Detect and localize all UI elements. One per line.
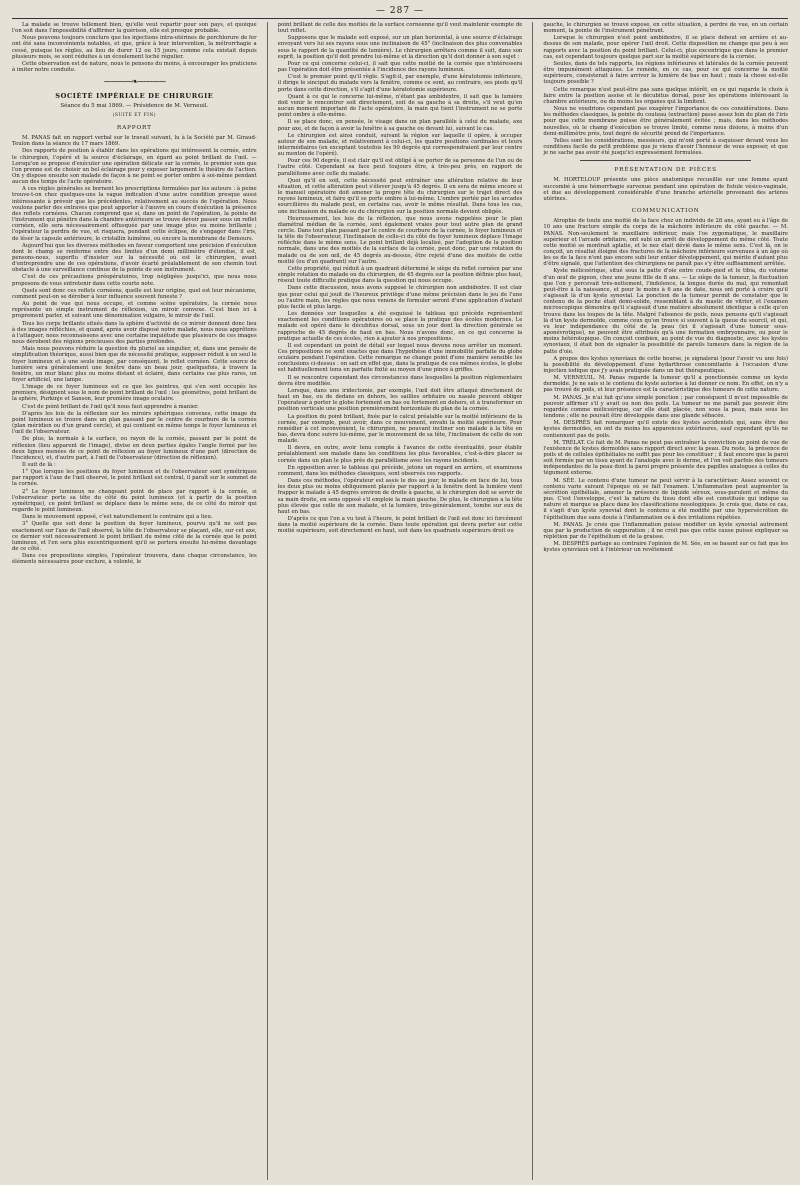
seance-line: Séance du 5 mai 1869. — Présidence de M. Verneuil. [60, 102, 209, 109]
paragraph: Cette observation est de nature, nous le pensons du moins, à encourager les praticiens à imiter notre conduite. [12, 60, 257, 74]
rapport-heading: RAPPORT [116, 124, 152, 131]
paragraph: Des rapports de position à établir dans les opérations qui intéressent la cornée, entre le chirurgien, l'opéré et la source d'éclairage, en égard au point brillant de l'œil. — Lorsqu'on se propose d'exécuter une opération délicate sur la cornée, le premier soin que l'on prenne est de choisir un bel éclairage pour y exposer largement le théâtre de l'action. On y dispose ensuite son malade de façon à ne point se porter ombre à soi-même pendant aucun des temps de l'acte opératoire. [12, 148, 257, 186]
paragraph: En opposition avec le tableau qui précède, jetons un regard en arrière, et examinons comment, dans les méthodes classiques, sont observés ces rapports. [277, 464, 523, 477]
paragraph: L'image de ce foyer lumineux est ce que les peintres, qui s'en sont occupés les premiers, désignent sous le nom de point brillant de l'œil ; les géomètres, point brillant de la sphère, Purkinje et Sanson, leur première image oculaire. [12, 384, 257, 403]
paragraph: Nous ne voudrions cependant pas exagérer l'importance de ces considérations. Dans les méthodes classiques, la pointe du couteau (extraction) passe assez loin du plan de l'iris pour que cette membrane puisse être généralement évitée ; mais, dans les méthodes nouvelles, où le champ d'exécution se trouve limité, comme nous disions, à moins d'un demi-millimètre près, tout degré de sécurité prend de l'importance. [543, 106, 789, 137]
paragraph: gauche, le chirurgien se trouvé exposé, en cette situation, à perdre de vue, en un certain moment, la pointe de l'instrument pénétrant. [543, 22, 789, 35]
paragraph: Heureusement, les lois de la réflexion, que nous avons rappelées pour le plan diamétral médian de la cornée, sont également vraies pour tout autre plan de grand cercle. Dans tout plan passant par le centre de courbure de la cornée, le foyer lumineux et la tête de l'observateur, l'inclinaison de celle-ci du côté du foyer lumineux déplace l'image réfléchie dans le même sens. Le point brillant déjà localisé, par l'adoption de la position normale, dans une des moitiés de la surface de la cornée, peut donc, par une rotation du malade ou de son œil, de 45 degrés au-dessus, être rejeté d'une des moitiés de cette moitié (ou d'un quadrant) sur l'autre. [277, 215, 523, 265]
top-rule [12, 18, 788, 19]
paragraph: Quant à ce qui le concerne lui-même, n'étant pas ambidextre, il sait que la lumière doit venir le rencontrer soit directement, soit de sa gauche à sa droite, s'il veut qu'en aucun moment important de l'acte opératoire, la main qui tient l'instrument ne se porte point ombre à elle-même. [277, 93, 523, 119]
paragraph: Cette remarque n'est peut-être pas sans quelque intérêt, en ce qui regarde le choix à faire entre la position assise et le décubitus dorsal, pour les opérations intéressant la chambre antérieure, ou du moins les organes qui la limitent. [543, 86, 789, 105]
paragraph: A ces règles générales se bornent les prescriptions formulées par les auteurs : à peine trouve-t-on chez quelques-uns la vague indication d'une autre condition presque aussi intéressante à prévoir que les précédentes, relativement au succès de l'opération. Nous voulons parler des entraves que peut apporter à l'œuvre en cours d'exécution la présence des reflets cornéens. Chacun comprend que si, dans un point de l'opération, la pointe de l'instrument qui pénètre dans la chambre antérieure se trouve devoir passer sous un reflet cornéen, elle sera nécessairement offusquée par une image plus ou moins brillante ; l'opérateur la perdra de vue, et risquera, pendant cette éclipse, de s'engager dans l'iris, de léser la capsule antérieure, le cristallin luimême, ou encore la membrane de Demours. [12, 186, 257, 242]
paragraph: Quoi qu'il en soit, cette nécessité peut entraîner une altération relative de leur situation, et cette altération peut s'élever jusqu'à 45 degrés. Il en sera de même encore si le manuel opératoire doit amener la propre tête du chirurgien sur le trajet direct des rayons lumineux, et faire qu'il se porte ombre à lui-même. L'ombre portée par les arcades sourcilières du malade peut, en certains cas, avoir le même résultat. Dans tous les cas, une inclinaison du malade ou du chirurgien sur la position normale devient obligée. [277, 177, 523, 215]
paragraph: De plus, la normale à la surface, ou rayon de la cornée, passant par le point de réflexion (lieu apparent de l'image), divise en deux parties égales l'angle formé par les deux lignes menées de ce point de réflexion au foyer lumineux d'une part (direction de l'incidence), et, d'autre part, à l'œil de l'observateur (direction de réflexion). [12, 436, 257, 461]
paragraph: 1° Que lorsque les positions du foyer lumineux et de l'observateur sont symétriques par rapport à l'axe de l'œil observé, le point brillant est central, il paraît sur le sommet de la cornée. [12, 469, 257, 488]
paragraph: point brillant de celle des moitiés de la surface cornéenne qu'il veut maintenir exempte de tout reflet. [277, 22, 523, 35]
paragraph: La malade se trouve tellement bien, qu'elle veut repartir pour son pays, et quoique l'on soit dans l'impossibilité d'affirmer la guérison, elle est presque probable. [12, 22, 257, 35]
column-divider [532, 22, 533, 1180]
column-2 [278, 22, 523, 1180]
section-rule [580, 160, 751, 161]
page-number: — 287 — [376, 6, 424, 16]
paragraph: Quels sont donc ces reflets cornéens, quelle est leur origine, quel est leur mécanisme, comment peut-on se dérober à leur influence souvent funeste ? [12, 287, 257, 300]
paragraph: Tous les corps brillants situés dans la sphère d'activité de ce miroir donnent donc lieu à des images réfléchies, et quand, après avoir disposé notre malade, nous nous apprêtons à l'attaquer, nous reconnaissons avec une certaine inquiétude que plusieurs de ces images nous dérobent des régions précieuses des parties profondes. [12, 320, 257, 346]
paragraph: Il se place donc, en pensée, le visage dans un plan parallèle à celui du malade, axe pour axe, et de façon à avoir la fenêtre à sa gauche ou devant lui, suivant le cas. [277, 119, 523, 132]
paragraph: 3° Quelle que soit donc la position du foyer lumineux, pourvu qu'il ne soit pas exactement sur l'axe de l'œil observé, la tête de l'observateur se plaçant, elle, sur cet axe, ce dernier voit nécessairement le point brillant du même côté de la cornée que le point lumineux, et l'en sera plus excentriquement qu'il se portera ensuite lui-même davantage de ce côté. [12, 521, 257, 553]
paragraph: Telles sont les considérations, messieurs, qui m'ont porté à esquisser devant vous les conditions facile du petit problème que je viens d'avoir l'honneur de vous exposer, et que je ne sache pas avoir été jusqu'ici expressément formulées. [543, 137, 789, 157]
paragraph: D'après ce que l'on a vu tout à l'heure, le point brillant de l'œil est donc ici forcément dans la moitié supérieure de la cornée. Dans toute opération qui devra porter sur cette moitié supérieure, soit directement en haut, soit dans les quadrants supérieurs droit ou [277, 516, 523, 535]
paragraph: Pour ce qui concerne celui-ci, il sait que cette moitié de la cornée que n'intéressera pas l'opération doit être présentée à l'incidence des rayons lumineux. [277, 60, 523, 74]
paragraph: Mais nous pouvons réduire la question du pluriel au singulier, et, dans une pensée de simplification théorique, aussi bien que de nécessité pratique, supposer réduit à un seul le foyer lumineux et à une seule image, par conséquent, le reflet cornéen. Cette source de lumière sera généralement une fenêtre dans un beau jour, quelquefois, à travers la fenêtre, un mur blanc plus ou moins distant et éclairé, dans certains cas plus rares, un foyer artificiel, une lampe. [12, 346, 257, 383]
column-1 [12, 22, 257, 1180]
paragraph: La position du point brillant, fixée par le calcul préalable sur la moitié inférieure de la cornée, par exemple, peut avoir, dans ce mouvement, envahi la moitié supérieure. Pour remédier à cet inconvénient, le chirurgien, ne pouvant incliner son malade à la tête en bas, devra donc suivre lui-même, par le mouvement de sa tête, l'inclinaison de celle de son malade. [277, 413, 523, 445]
paragraph: M. HORTELOUP présente une pièce anatomique recueillie sur une femme ayant succombé à une hémorrhagie survenue pendant une opération de fistule vésico-vaginale, et due au développement considérable d'une branche artérielle provenant des artères utérines. [543, 177, 789, 202]
paragraph: M. TRÉLAT. Ce fait de M. Panas ne peut pas entraîner la conviction au point de vue de l'existence de kystes dermoïdes sans rapport direct avec la peau. Du reste, la présence de poils et de cellules épithéliales ne suffit pas pour les constituer ; il faut encore que la paroi soit formée par un tissu ayant de l'analogie avec le derme, et l'on voit parfois des tumeurs indépendantes de la peau dont la paroi propre présente des papilles analogues à celles du tégument externe. [543, 439, 789, 477]
column-divider [267, 22, 268, 1180]
ornament-divider: ⁓⁓⁓⁓❧⁓⁓⁓⁓ [103, 77, 166, 87]
society-title: SOCIÉTÉ IMPÉRIALE DE CHIRURGIE [55, 92, 214, 101]
paragraph: Au point de vue qui nous occupe, et comme scène opératoire, la cornée nous représente un simple instrument de réflexion, un miroir convexe. C'est bien ici à proprement parler, et suivant une dénomination vulgaire, le miroir de l'œil. [12, 301, 257, 320]
paragraph: M. SÉE. Le contenu d'une tumeur ne peut servir à la caractériser. Assez souvent ce contenu varie suivant l'époque où se fait l'examen. L'inflammation peut augmenter la sécrétion épithéliale, amener la présence de liquide séreux, sous-purulent et même du pus. C'est l'enveloppe, c'est la nature du tissu dont elle est constituée qui indique sa nature et marque sa place dans les classifications nosologiques. Je crois que, dans ce cas, il s'agit d'un kyste synovial dont le contenu a été modifié par une hypersécrétion de l'épithélium due sans doute à l'inflammation ou à des irritations répétées. [543, 477, 789, 521]
paragraph: Dans le mouvement opposé, c'est naturellement le contraire qui a lieu. [22, 514, 213, 521]
paragraph: Dans cette discussion, nous avons supposé le chirurgien non ambidextre. Il est clair que pour celui qui jouit de l'heureux privilège d'une même précision dans le jeu de l'une ou l'autre main, les règles que nous venons de formuler seront d'une application d'autant plus facile et plus large. [277, 285, 523, 310]
communication-heading: COMMUNICATION [631, 208, 700, 215]
paragraph: M. DESPRÉS partage au contraire l'opinion de M. Sée, en se basant sur ce fait que les kystes synoviaux ont à l'intérieur un revêtement [543, 541, 789, 554]
paragraph: Aujourd'hui que les diverses méthodes en faveur comportent une précision d'exécution dont le champ se renferme entre des limites d'un demi millimètre d'étendue, il est, pensons-nous, superflu d'insister sur la nécessité où est le chirurgien, avant d'entreprendre une de ces opérations, d'avoir écarté préalablement de son chemin tout obstacle à une surveillance continue de la pointe de son instrument. [12, 242, 257, 274]
paragraph: Il suit de là : [22, 462, 56, 468]
paragraph: C'est de ces précautions préopératoires, trop négligées jusqu'ici, que nous nous proposons de vous entretenir dans cette courte note. [12, 274, 257, 287]
paragraph: Il est cependant un point de détail sur lequel nous devons nous arrêter un moment. Ces propositions ne sont exactes que dans l'hypothèse d'une immobilité parfaite du globe oculaire pendant l'opération. Cette remarque ne change point d'une manière sensible les conclusions ci-dessus : on sait en effet que, dans la pratique de ces mêmes écoles, le globe est habituellement tenu en parfaite fixité au moyen d'une pince à griffes. [277, 342, 523, 374]
paragraph: M. PANAS. Je n'ai fait qu'une simple ponction ; par conséquent il m'est impossible de pouvoir affirmer s'il y avait ou non des poils. La tumeur ne me paraît pas pouvoir être regardée comme méliceérique, car elle était placée, non sous la peau, mais sous les tendons ; elle ne pouvait être développée dans une glande sébacée. [543, 394, 789, 420]
paragraph: Atrophie de toute une moitié de la face chez un individu de 28 ans, ayant eu à l'âge de 10 ans une fracture simple du corps de la mâchoire inférieure du côté gauche. — M. PANAS. Non-seulement le maxillaire inférieur, mais l'os zygomatique, le maxillaire supérieur et l'arcade orbitaire, ont subi un arrêt de développement du même côté. Toute cette moitié se montrait aplatie, et le nez était dévié dans le même sens. C'est là, on le conçoit, un résultat éloigné des fractures de la mâchoire inférieure survenues à un âge où les os de la face n'ont pas encore subi leur entier développement, qui mérite d'autant plus d'être signalé, que l'attention des chirurgiens ne paraît pas s'y être suffisamment arrêtée. [543, 218, 789, 268]
columns [12, 22, 788, 1180]
column-3 [543, 22, 788, 1180]
paragraph: Nous pouvons toujours conclure que les injections intra-utérines de perchlorure de fer ont été sans inconvénients notables, et que, grâce à leur intervention, la métrorrhagie a cessé, puisque les règles, au lieu de durer 12 ou 15 jours, comme cela existait depuis plusieurs mois, se sont réduites à un écoulement loché régulier. [12, 35, 257, 60]
presentation-heading: PRÉSENTATION DE PIÈCES [614, 167, 717, 174]
paragraph: 2° Le foyer lumineux ne changeant point de place par rapport à la cornée, si l'observateur porte sa tête du côté du point lumineux (et à partir de la position symétrique), ce point brillant se déplace dans le même sens, de ce côté du miroir qui regarde le point lumineux. [12, 488, 257, 514]
suite-note: (SUITE ET FIN) [112, 112, 157, 118]
paragraph: Les données sur lesquelles a été esquissé le tableau qui précède représentent exactement les conditions opératoires où se place la pratique des écoles modernes. Le malade est opéré dans le décubitus dorsal, sous un jour dont la direction générale se rapproche de 45 degrés de haut en bas. Nous n'avons donc, en ce qui concerne la pratique actuelle de ces écoles, rien à ajouter à nos propositions. [277, 311, 523, 342]
paragraph: M. PANAS fait un rapport verbal sur le travail suivant, lu à la Société par M. Giraud-Teulon dans la séance du 17 mars 1869. [12, 135, 257, 148]
paragraph: C'est de point brillant de l'œil qu'il nous faut apprendre à manier. [22, 403, 199, 410]
paragraph: Kyste méliceérique, situé sous la patte d'oie entre coude-pied et le tibia, du volume d'un œuf de pigeon, chez une jeune fille de 8 ans. — Le siège de la tumeur, la fluctuation que l'on y percevait très-nettement, l'indolence, la longue durée du mal, qui remontait peut-être à la naissance, et pour le moins à 6 ans de date, nous ont porté à croire qu'il s'agissait là d'un kyste synovial. La ponction de la tumeur permit de constater que le contenu de la poche était demi-solide, ressemblant à du mastic de vitrier, et l'examen microscopique démontra qu'il s'agissait d'une matière absolument identique à celle qu'on trouve dans les loupes de la tête. Malgré l'absence de poils, nous pensons qu'il s'agissait là d'un kyste dermoïde, comme ceux qu'on trouve si souvent à la queue du sourcil, et qui, vu leur indépendance du côté de la peau (ici il s'agissait d'une tumeur sous-aponévrotique), ne peuvent être attribués qu'à une formation embryonnaire, ou pour le moins hétérotopique. On conçoit combien, au point de vue du diagnostic, avec les kystes synoviaux, il était bon de signaler la possibilité de pareils tumeurs dans la région de la patte d'oie. [543, 268, 789, 355]
paragraph: M. PANAS. Je crois que l'inflammation puisse modifier un kyste synovial autrement que par la production de suppuration ; il ne croit pas que cette cause puisse expliquer sa réplétion par de l'épithélium et de la graisse. [543, 521, 789, 541]
paragraph: Dans ces méthodes, l'opérateur est assis le dos au jour, le malade en face de lui, tous les deux plus ou moins obliquement placés par rapport à la fenêtre dont la lumière vient frapper le malade à 45 degrés environ de droite à gauche, si le chirurgien doit se servir de sa main droite, en sens opposé s'il emploie la main gauche. De plus, le chirurgien a la tête plus élevée que celle de son malade, et la lumière, très-généralement, tombe sur eux de haut en bas. [277, 478, 523, 515]
paragraph: Lorsque le chirurgien n'est point ambidextre, il se place debout en arrière et au-dessus de son malade, pour opérer l'œil droit. Cette disposition ne change que peu à ses rapports avec la position du point brillant. Celui-ci, plus excentrique que dans le premier cas, est cependant toujours quelque part sur la moitié supérieure de la cornée. [543, 35, 789, 60]
paragraph: D'après les lois de la réflexion sur les miroirs sphériques convexes, cette image du point lumineux se trouve dans un plan passant par le centre de courbure de la cornée (plan méridien ou d'un grand cercle), et qui contient en même temps le foyer lumineux et l'œil de l'observateur. [12, 410, 257, 436]
paragraph: M. DESPRÉS fait remarquer qu'il existe des kystes accidentels qui, sans être des kystes dermoïdes, en ont du moins les apparences extérieures, sauf cependant qu'ils ne contiennent pas de poils. [543, 420, 789, 439]
paragraph: C'est le premier point qu'il règle. S'agit-il, par exemple, d'une kératotomie inférieure, il dirige le sinciput du malade vers la fenêtre, comme ce sont, au contraire, ses pieds qu'il porte dans cette direction, s'il s'agit d'une kératotomie supérieure. [277, 74, 523, 93]
paragraph: A propos des kystes synoviaux de cette bourse, je signalerai (pour l'avoir vu une fois) la possibilité du développement d'une hydarthrose concomitante à l'occasion d'une injection iodique que j'y avais pratiquée dans un but thérapeutique. [543, 355, 789, 374]
paragraph: Dans ces propositions simples, l'opérateur trouvera, dans chaque circonstance, les éléments nécessaires pour exclure, à volonté, le [12, 553, 257, 566]
paragraph: M. VERNEUIL. M. Panas regarde la tumeur qu'il a ponctionnée comme un kyste dermoïde. Je ne sais si le contenu du kyste autorise à lui donner ce nom. En effet, on n'y a pas trouvé de poils, et leur présence est la caractéristique des tumeurs de cette nature. [543, 375, 789, 394]
paragraph: Cette propriété, qui réduit à un quadrant déterminé le siège du reflet cornéen par une simple rotation du malade ou du chirurgien, de 45 degrés sur la position définie plus haut, résout toute difficulté pratique dans la question qui nous occupe. [277, 265, 523, 285]
paragraph: Il se rencontre cependant des circonstances dans lesquelles la position réglementaire devra être modifiée. [277, 374, 523, 387]
paragraph: Le chirurgien est ainsi conduit, suivant la région sur laquelle il opère, à occuper autour de son malade, et relativement à celui-ci, les quatre positions cardinales et leurs intermédiaires (en exceptant toutefois les 90 degrés qui correspondraient par leur centre au menton de l'opéré). [277, 132, 523, 158]
paragraph: Il devra, en outre, avoir tenu compte à l'avance de cette éventualité, pour établir préalablement son malade dans les conditions les plus favorables, c'est-à-dire placer sa cornée dans un plan le plus près du parallélisme avec les rayons incidents. [277, 445, 523, 464]
paragraph: Seules, dans de tels rapports, les régions inférieures et latérales de la cornée peuvent être impunément attaquées. Le remède, en ce cas, pour ce qui concerne la moitié supérieure, consisterait à faire arriver la lumière de bas en haut ; mais la chose est-elle toujours possible ? [543, 60, 789, 86]
paragraph: Supposons que le malade soit exposé, sur un plan horizontal, à une source d'éclairage envoyant vers lui ses rayons sous une inclinaison de 45° (inclinaison des plus convenables sous le rapport de la quantité de lumière). Le chirurgien arrêtera comme il suit, dans son esprit, la position qu'il doit prendre lui-même et la direction qu'il doit donner à son sujet : [277, 35, 523, 60]
paragraph: Pour ces 90 degrés, il est clair qu'il est obligé à se porter de sa personne de l'un ou de l'autre côté. Cependant sa face peut toujours être, à très-peu près, en rapport de parallélisme avec celle du malade. [277, 158, 523, 177]
paragraph: Lorsque, dans une iridectomie, par exemple, l'œil doit être attaqué directement de haut en bas, ou de dedans en dehors, les saillies orbitaire ou nasale peuvent obliger l'opérateur à porter le globe fortement en bas ou fortement en dehors, et à transformer en position verticale une position premièrement horizontale du plan de la cornée. [277, 387, 523, 413]
